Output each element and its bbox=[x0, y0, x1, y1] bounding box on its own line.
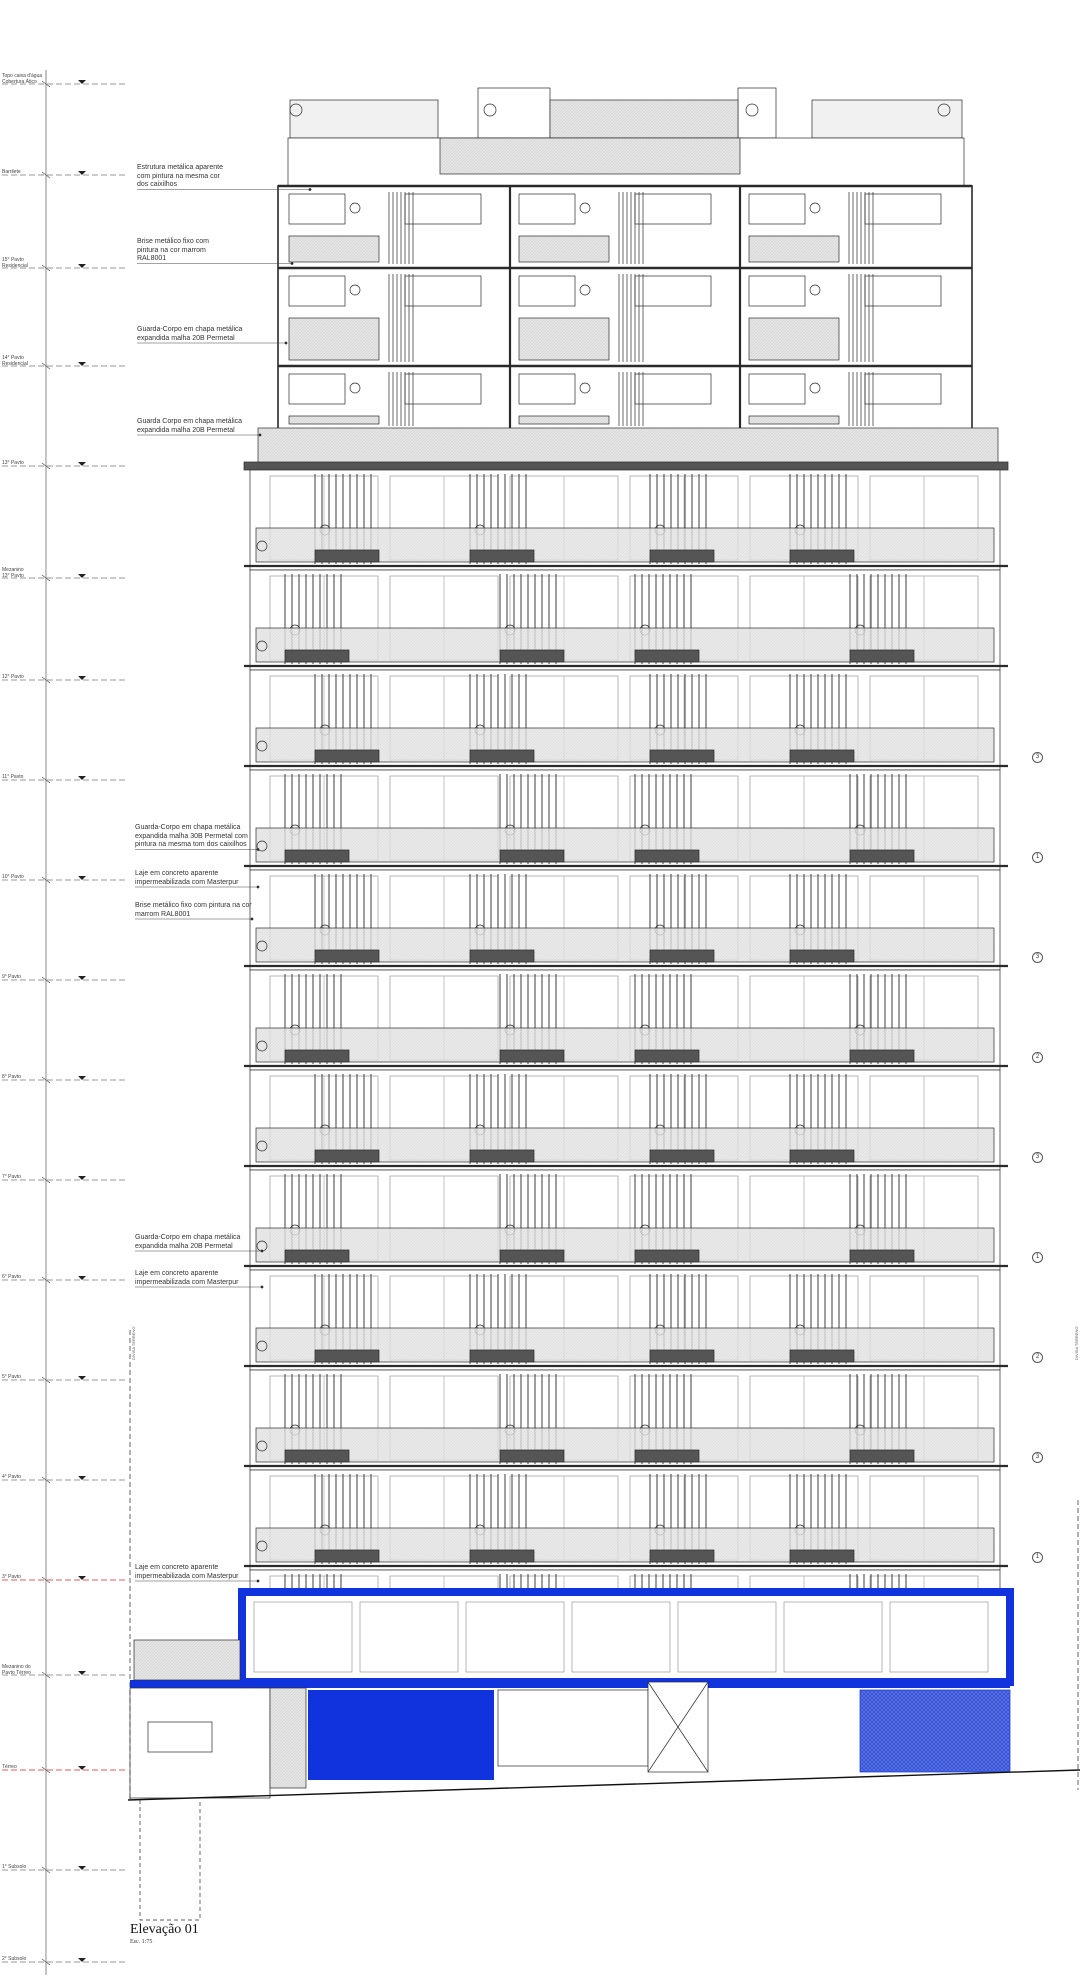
level-marker-icon bbox=[78, 1576, 86, 1580]
planter bbox=[285, 1050, 349, 1062]
fixture-icon bbox=[580, 203, 590, 213]
balcony-guardrail bbox=[258, 428, 998, 464]
level-label: Térreo bbox=[2, 1764, 17, 1770]
planter bbox=[470, 1550, 534, 1562]
window bbox=[405, 194, 481, 224]
boundary-label-right: DIVISA TERRENO bbox=[1074, 1326, 1079, 1360]
fixture-icon bbox=[580, 383, 590, 393]
planter bbox=[790, 1350, 854, 1362]
floor-type-tag: 3 bbox=[1032, 1152, 1043, 1163]
planter bbox=[635, 850, 699, 862]
level-marker-icon bbox=[78, 80, 86, 84]
annotation-note: Estrutura metálica aparente com pintura na mesma cor dos caixilhos bbox=[137, 164, 223, 188]
level-label: 1° Subsolo bbox=[2, 1864, 27, 1870]
level-label: 14° Pavto Residencial bbox=[2, 355, 28, 367]
building-facade bbox=[128, 88, 1080, 1920]
planter bbox=[850, 1250, 914, 1262]
roof-parapet-left bbox=[290, 100, 438, 138]
planter bbox=[650, 1350, 714, 1362]
level-marker-icon bbox=[78, 676, 86, 680]
planter bbox=[650, 950, 714, 962]
leader-dot bbox=[261, 1250, 263, 1252]
window bbox=[289, 276, 345, 306]
planter bbox=[500, 1450, 564, 1462]
window bbox=[749, 374, 805, 404]
guardrail-mesh bbox=[519, 416, 609, 424]
fixture-icon bbox=[810, 383, 820, 393]
leader-dot bbox=[257, 1580, 259, 1582]
planter bbox=[790, 550, 854, 562]
attic-screen bbox=[440, 138, 740, 174]
level-label: Barrilete bbox=[2, 169, 21, 175]
planter bbox=[500, 850, 564, 862]
level-label: 12° Pavto bbox=[2, 674, 24, 680]
level-label: 15° Pavto Residencial bbox=[2, 257, 28, 269]
planter bbox=[470, 950, 534, 962]
planter bbox=[285, 1450, 349, 1462]
annex-window bbox=[148, 1722, 212, 1752]
annotation-note: Laje em concreto aparente impermeabilizada com Masterpur bbox=[135, 1564, 239, 1580]
fixture-icon bbox=[810, 203, 820, 213]
planter bbox=[315, 1350, 379, 1362]
level-marker-icon bbox=[78, 462, 86, 466]
window bbox=[289, 374, 345, 404]
annotation-note: Guarda-Corpo em chapa metálica expandida malha 30B Permetal com pintura na mesma tom dos caixilhos bbox=[135, 824, 248, 848]
planter bbox=[635, 650, 699, 662]
planter bbox=[470, 1150, 534, 1162]
floor-type-tag: 1 bbox=[1032, 852, 1043, 863]
window bbox=[749, 276, 805, 306]
level-label: 3° Pavto bbox=[2, 1574, 21, 1580]
guardrail-mesh bbox=[289, 236, 379, 262]
level-marker-icon bbox=[78, 1671, 86, 1675]
window bbox=[519, 194, 575, 224]
window bbox=[865, 276, 941, 306]
planter bbox=[500, 650, 564, 662]
boundary-label-left: DIVISA TERRENO bbox=[131, 1326, 136, 1360]
fixture-icon bbox=[350, 285, 360, 295]
drawing-scale: Esc. 1:75 bbox=[130, 1939, 153, 1945]
level-marker-icon bbox=[78, 1176, 86, 1180]
floor-type-tag: 3 bbox=[1032, 952, 1043, 963]
guardrail-mesh bbox=[749, 318, 839, 360]
planter bbox=[790, 950, 854, 962]
side-guardrail bbox=[134, 1640, 240, 1680]
window bbox=[749, 194, 805, 224]
level-label: 2° Subsolo bbox=[2, 1956, 27, 1962]
annotation-note: Brise metálico fixo com pintura na cor marrom RAL8001 bbox=[135, 902, 252, 918]
annotation-note: Laje em concreto aparente impermeabilizada com Masterpur bbox=[135, 1270, 239, 1286]
planter bbox=[790, 1550, 854, 1562]
leader-dot bbox=[309, 188, 311, 190]
planter bbox=[650, 1150, 714, 1162]
planter bbox=[790, 750, 854, 762]
annotation-note: Guarda-Corpo em chapa metálica expandida malha 20B Permetal bbox=[135, 1234, 241, 1250]
stair-tower bbox=[478, 88, 550, 138]
floor-type-tag: 1 bbox=[1032, 1552, 1043, 1563]
level-marker-icon bbox=[78, 1076, 86, 1080]
level-marker-icon bbox=[78, 171, 86, 175]
annex-screen bbox=[270, 1688, 306, 1788]
planter bbox=[470, 750, 534, 762]
planter bbox=[850, 850, 914, 862]
planter bbox=[315, 1150, 379, 1162]
window bbox=[405, 374, 481, 404]
planter bbox=[315, 950, 379, 962]
planter bbox=[650, 550, 714, 562]
level-label: 9° Pavto bbox=[2, 974, 21, 980]
annotation-note: Guarda Corpo em chapa metálica expandida malha 20B Permetal bbox=[137, 418, 243, 434]
level-label: 8° Pavto bbox=[2, 1074, 21, 1080]
level-marker-icon bbox=[78, 1766, 86, 1770]
guardrail-mesh bbox=[289, 416, 379, 424]
guardrail-mesh bbox=[289, 318, 379, 360]
guardrail-mesh bbox=[519, 318, 609, 360]
drawing-title: Elevação 01 bbox=[130, 1922, 199, 1937]
level-marker-icon bbox=[78, 1476, 86, 1480]
floor-type-tag: 2 bbox=[1032, 1352, 1043, 1363]
highlight-band bbox=[130, 1680, 1010, 1688]
planter bbox=[790, 1150, 854, 1162]
planter bbox=[285, 1250, 349, 1262]
level-label: 11° Pavto bbox=[2, 774, 24, 780]
planter bbox=[315, 1550, 379, 1562]
foundation-outline bbox=[140, 1800, 200, 1920]
window bbox=[635, 276, 711, 306]
level-marker-icon bbox=[78, 1376, 86, 1380]
lobby-glazing bbox=[498, 1690, 648, 1766]
guardrail-mesh bbox=[749, 416, 839, 424]
ground-mezzanine-highlight bbox=[242, 1592, 1010, 1682]
leader-dot bbox=[285, 342, 287, 344]
guardrail-mesh bbox=[519, 236, 609, 262]
window bbox=[289, 194, 345, 224]
level-label: 10° Pavto bbox=[2, 874, 24, 880]
planter bbox=[850, 650, 914, 662]
planter bbox=[285, 850, 349, 862]
fixture-icon bbox=[810, 285, 820, 295]
level-marker-icon bbox=[78, 776, 86, 780]
level-marker-icon bbox=[78, 1866, 86, 1870]
fixture-icon bbox=[580, 285, 590, 295]
planter bbox=[470, 1350, 534, 1362]
window bbox=[865, 374, 941, 404]
floor-type-tag: 1 bbox=[1032, 1252, 1043, 1263]
planter bbox=[500, 1050, 564, 1062]
level-label: 7° Pavto bbox=[2, 1174, 21, 1180]
window bbox=[635, 374, 711, 404]
leader-dot bbox=[257, 848, 259, 850]
floor-type-tag: 2 bbox=[1032, 1052, 1043, 1063]
planter bbox=[470, 550, 534, 562]
planter bbox=[850, 1450, 914, 1462]
level-marker-icon bbox=[78, 574, 86, 578]
level-marker-icon bbox=[78, 1958, 86, 1962]
leader-dot bbox=[259, 434, 261, 436]
level-label: 6° Pavto bbox=[2, 1274, 21, 1280]
planter bbox=[850, 1050, 914, 1062]
fixture-icon bbox=[350, 383, 360, 393]
level-label: 5° Pavto bbox=[2, 1374, 21, 1380]
planter bbox=[635, 1450, 699, 1462]
level-label: Mezanino 13° Pavto bbox=[2, 567, 24, 579]
planter bbox=[315, 550, 379, 562]
planter bbox=[285, 650, 349, 662]
annotation-note: Guarda-Corpo em chapa metálica expandida malha 20B Permetal bbox=[137, 326, 243, 342]
planter bbox=[500, 1250, 564, 1262]
slab-edge bbox=[244, 462, 1008, 470]
fixture-icon bbox=[350, 203, 360, 213]
planter bbox=[635, 1250, 699, 1262]
leader-dot bbox=[257, 886, 259, 888]
window bbox=[635, 194, 711, 224]
planter bbox=[635, 1050, 699, 1062]
gate-highlight bbox=[860, 1690, 1010, 1772]
window bbox=[405, 276, 481, 306]
level-marker-icon bbox=[78, 362, 86, 366]
level-label: 13° Pavto bbox=[2, 460, 24, 466]
window bbox=[519, 374, 575, 404]
guardrail-mesh bbox=[749, 236, 839, 262]
planter bbox=[650, 750, 714, 762]
planter bbox=[650, 1550, 714, 1562]
level-label: 4° Pavto bbox=[2, 1474, 21, 1480]
level-label: Mezanino do Pavto Térreo bbox=[2, 1664, 31, 1676]
annotation-note: Brise metálico fixo com pintura na cor marrom RAL8001 bbox=[137, 238, 209, 262]
leader-dot bbox=[261, 1286, 263, 1288]
rooftop-screen bbox=[550, 100, 738, 138]
leader-dot bbox=[291, 262, 293, 264]
window bbox=[865, 194, 941, 224]
garage-door-highlight bbox=[308, 1690, 494, 1780]
annotation-note: Laje em concreto aparente impermeabilizada com Masterpur bbox=[135, 870, 239, 886]
window bbox=[519, 276, 575, 306]
level-marker-icon bbox=[78, 876, 86, 880]
level-marker-icon bbox=[78, 1276, 86, 1280]
level-marker-icon bbox=[78, 264, 86, 268]
floor-type-tag: 3 bbox=[1032, 752, 1043, 763]
planter bbox=[315, 750, 379, 762]
level-label: Topo caixa d'água Cobertura Ático bbox=[2, 73, 43, 85]
level-marker-icon bbox=[78, 976, 86, 980]
floor-type-tag: 3 bbox=[1032, 1452, 1043, 1463]
